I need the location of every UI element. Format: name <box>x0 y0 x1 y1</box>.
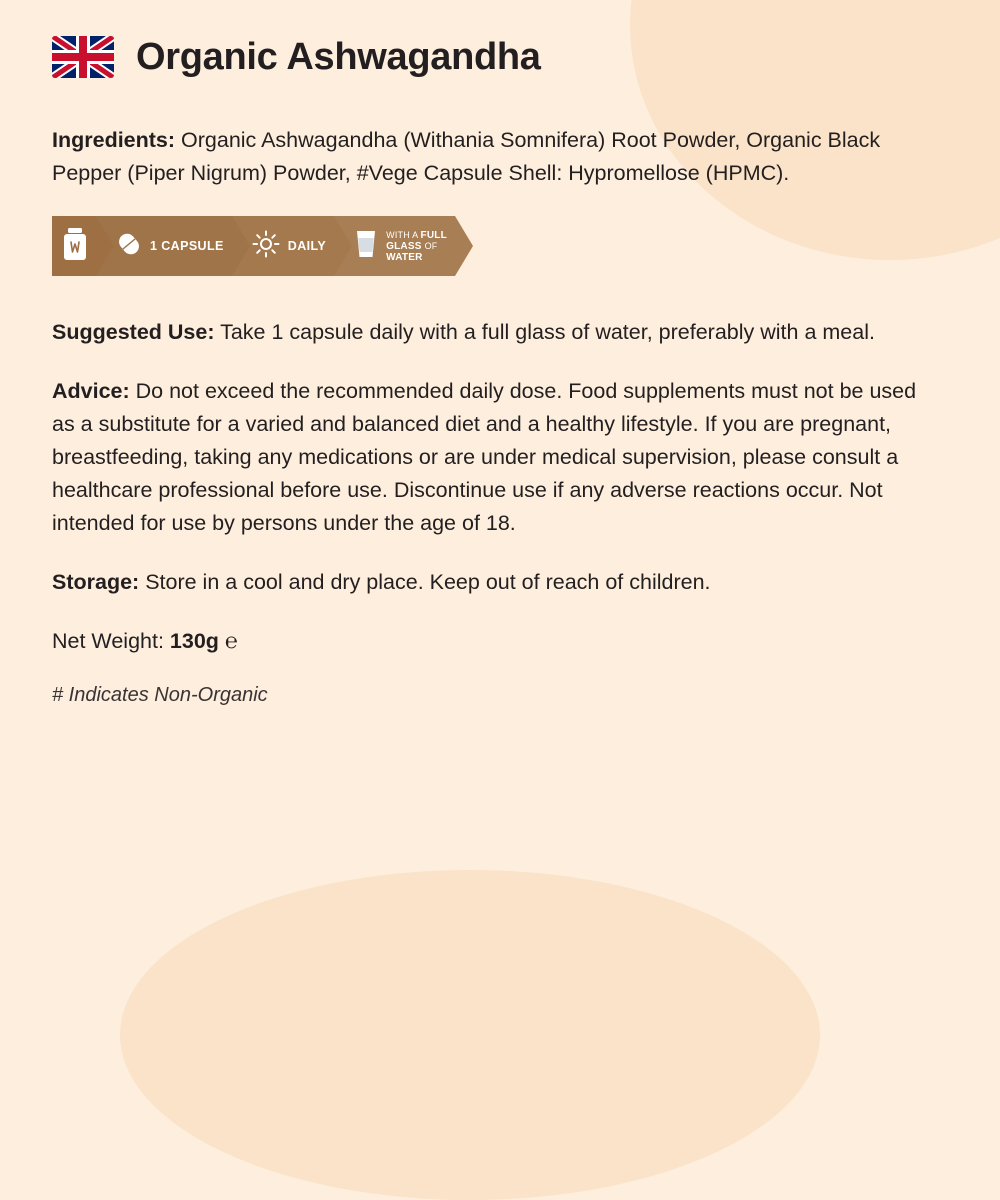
net-weight-value: 130g <box>169 629 219 653</box>
decorative-blob-bottom-left <box>120 870 820 1200</box>
storage-label: Storage: <box>52 570 140 594</box>
sun-icon <box>252 230 280 263</box>
net-weight-paragraph <box>52 625 942 658</box>
storage-paragraph <box>52 566 942 599</box>
page-title: Organic Ashwagandha <box>136 36 541 78</box>
footnote: # Indicates Non-Organic <box>52 684 268 706</box>
estimated-sign-icon: ℮ <box>218 629 238 653</box>
advice-paragraph <box>52 375 942 540</box>
water-label-line3: WATER <box>386 251 423 263</box>
ingredients-text: Organic Ashwagandha (Withania Somnifera) Root Powder, Organic Black Pepper (Piper Nigrum) Powder, #Vege Capsule Shell: Hypromellose (HPMC). <box>52 128 881 185</box>
water-label-line1-strong: FULL <box>420 229 447 241</box>
net-weight-label: Net Weight: <box>52 629 170 653</box>
suggested-use-paragraph <box>52 316 942 349</box>
water-glass-icon <box>354 229 378 264</box>
dosage-label-water <box>386 230 447 263</box>
header <box>52 36 948 78</box>
supplement-jar-icon <box>62 227 88 266</box>
dosage-banner <box>52 216 472 276</box>
uk-flag-icon <box>52 36 114 78</box>
suggested-use-text: Take 1 capsule daily with a full glass of water, preferably with a meal. <box>214 320 875 344</box>
capsule-icon <box>116 231 142 262</box>
ingredients-label: Ingredients: <box>52 128 176 152</box>
dosage-label-daily: DAILY <box>287 239 327 253</box>
suggested-use-label: Suggested Use: <box>52 320 215 344</box>
storage-text: Store in a cool and dry place. Keep out of reach of children. <box>139 570 711 594</box>
ingredients-paragraph <box>52 124 942 190</box>
advice-label: Advice: <box>52 379 130 403</box>
advice-text: Do not exceed the recommended daily dose. Food supplements must not be used as a substitute for a varied and balanced diet and a healthy lifestyle. If you are pregnant, breastfeeding, taking any medications or are under medical supervision, please consult a healthcare professional before use. Discontinue use if any adverse reactions occur. Not intended for use by persons under the age of 18. <box>52 379 917 535</box>
dosage-segment-water <box>334 216 455 276</box>
dosage-segment-capsule <box>96 216 232 276</box>
water-label-line2-suffix: OF <box>424 240 438 251</box>
dosage-segment-jar <box>52 216 96 276</box>
water-label-line1-prefix: WITH A <box>386 229 421 240</box>
dosage-label-capsule: 1 CAPSULE <box>150 239 224 253</box>
water-label-line2-strong: GLASS <box>386 240 425 252</box>
